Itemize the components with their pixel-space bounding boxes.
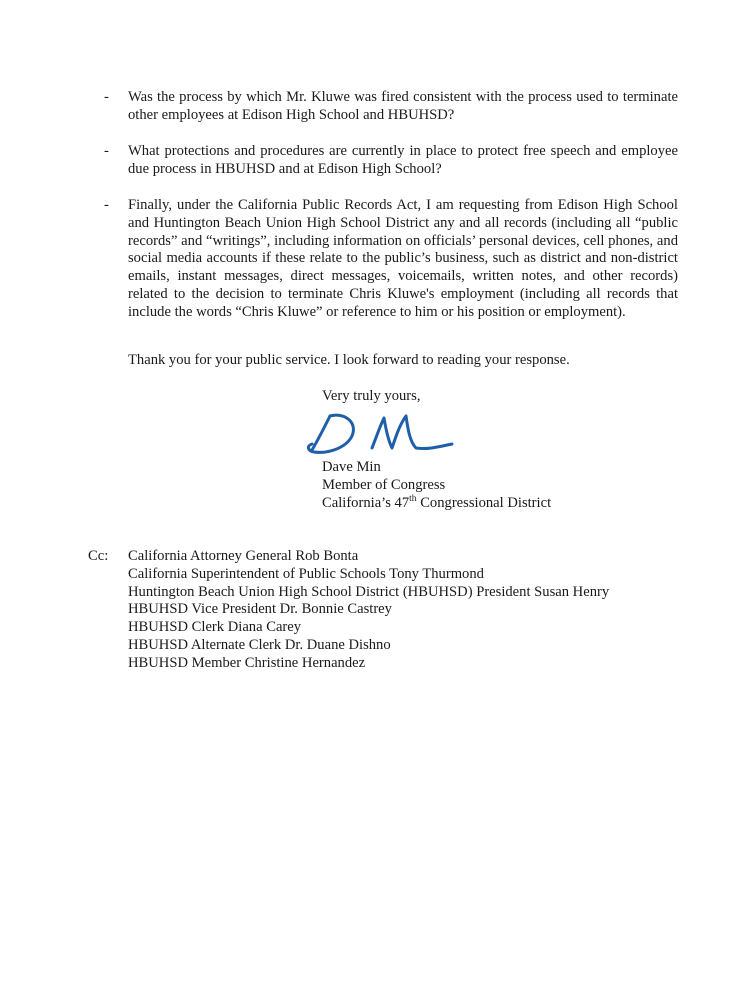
cc-label: Cc: (88, 548, 109, 564)
thanks-paragraph: Thank you for your public service. I look forward to reading your response. (128, 352, 570, 368)
signer-name: Dave Min (322, 459, 381, 475)
cc-recipient: Huntington Beach Union High School District (HBUHSD) President Susan Henry (128, 583, 610, 600)
cc-recipient-list (128, 548, 609, 673)
ordinal-suffix: th (409, 493, 417, 504)
cc-recipient: California Superintendent of Public Schools Tony Thurmond (128, 565, 484, 582)
closing-salutation: Very truly yours, (322, 388, 421, 404)
signer-title: Member of Congress (322, 476, 446, 493)
cc-recipient: HBUHSD Vice President Dr. Bonnie Castrey (128, 601, 392, 618)
signature-block (322, 459, 551, 512)
signer-district (322, 495, 551, 513)
district-prefix: California’s 47 (322, 494, 410, 511)
cc-recipient: HBUHSD Clerk Diana Carey (128, 619, 302, 636)
bullet-dash: - (104, 143, 109, 159)
cc-recipient: HBUHSD Alternate Clerk Dr. Duane Dishno (128, 636, 391, 653)
handwritten-signature (300, 408, 460, 458)
bullet-dash: - (104, 197, 109, 213)
bullet-text: Finally, under the California Public Records Act, I am requesting from Edison High School and Huntington Beach Union High School District any and all records (including all “public records” and “writings”, including information on officials’ personal devices, cell phones, and social media accounts if these relate to the public’s business, such as district and non-district emails, instant messages, direct messages, voicemails, written notes, and other records) related to the decision to terminate Chris Kluwe's employment (including all records that include the words “Chris Kluwe” or reference to him or his position or employment). (128, 197, 678, 320)
district-suffix: Congressional District (416, 494, 552, 511)
cc-recipient: HBUHSD Member Christine Hernandez (128, 654, 366, 671)
bullet-text: Was the process by which Mr. Kluwe was fired consistent with the process used to terminate other employees at Edison High School and HBUHSD? (128, 89, 678, 123)
bullet-text: What protections and procedures are currently in place to protect free speech and employee due process in HBUHSD and at Edison High School? (128, 143, 678, 177)
cc-recipient: California Attorney General Rob Bonta (128, 548, 359, 564)
bullet-dash: - (104, 89, 109, 105)
